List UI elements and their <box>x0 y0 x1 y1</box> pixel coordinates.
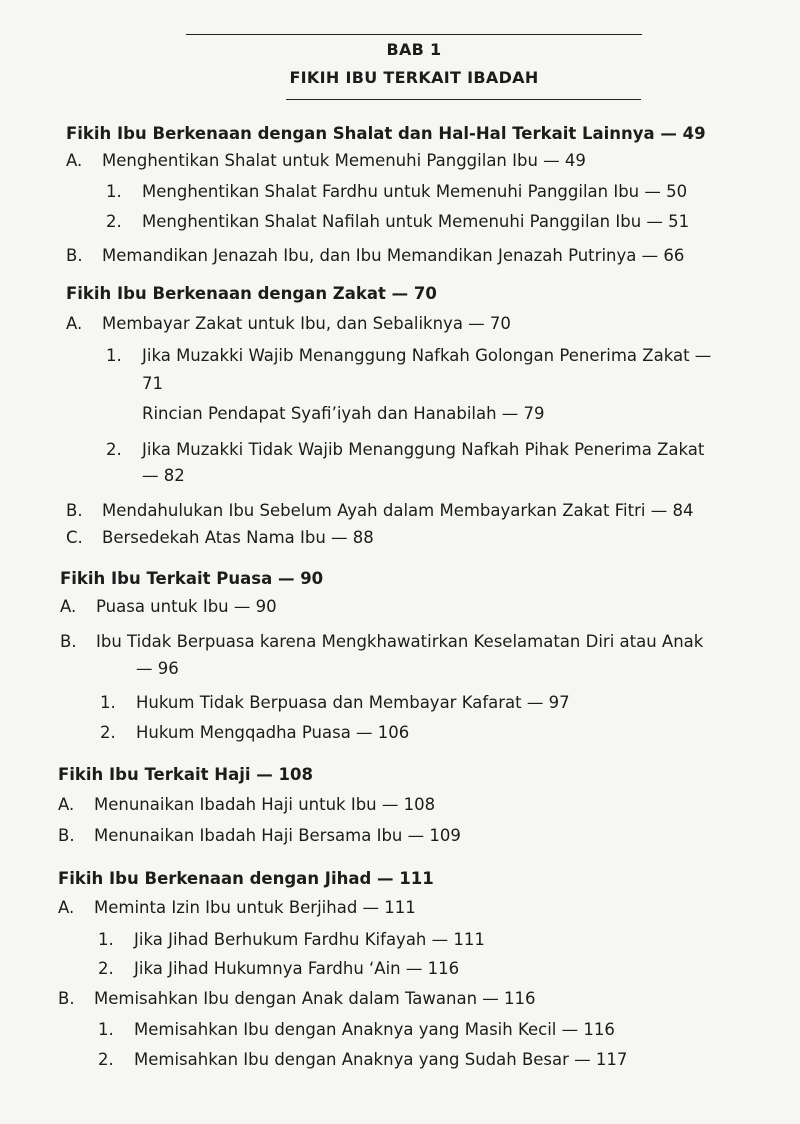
toc-entry-marker: 2. <box>98 1050 114 1069</box>
chapter-label: BAB 1 <box>386 40 442 59</box>
toc-entry-text: Menghentikan Shalat Fardhu untuk Memenuhi Panggilan Ibu — 50 <box>142 182 688 201</box>
toc-entry-text: Jika Jihad Berhukum Fardhu Kifayah — 111 <box>134 930 485 949</box>
toc-entry-marker: B. <box>66 501 83 520</box>
toc-entry-marker: 1. <box>106 346 122 365</box>
toc-entry-text: — 96 <box>136 659 179 678</box>
toc-entry-marker: A. <box>60 597 77 616</box>
toc-entry-marker: B. <box>66 246 83 265</box>
toc-entry-marker: 2. <box>100 723 116 742</box>
toc-entry-text: 71 <box>142 374 163 393</box>
toc-entry-text: Fikih Ibu Berkenaan dengan Jihad — 111 <box>58 869 434 888</box>
toc-entry-text: Menghentikan Shalat Nafilah untuk Memenuhi Panggilan Ibu — 51 <box>142 212 690 231</box>
toc-entry-text: Memisahkan Ibu dengan Anaknya yang Masih Kecil — 116 <box>134 1020 615 1039</box>
toc-entry-text: Puasa untuk Ibu — 90 <box>96 597 277 616</box>
toc-entry-marker: A. <box>66 314 83 333</box>
chapter-title: FIKIH IBU TERKAIT IBADAH <box>289 68 539 87</box>
toc-entry-marker: A. <box>58 795 75 814</box>
toc-entry-text: Memisahkan Ibu dengan Anak dalam Tawanan — 116 <box>94 989 536 1008</box>
toc-entry-text: Hukum Tidak Berpuasa dan Membayar Kafarat — 97 <box>136 693 570 712</box>
toc-entry-text: Meminta Izin Ibu untuk Berjihad — 111 <box>94 898 416 917</box>
toc-entry-text: Menghentikan Shalat untuk Memenuhi Panggilan Ibu — 49 <box>102 151 586 170</box>
toc-entry-text: Fikih Ibu Berkenaan dengan Zakat — 70 <box>66 284 437 303</box>
title-underline <box>286 99 641 100</box>
toc-entry-text: Jika Muzakki Tidak Wajib Menanggung Nafkah Pihak Penerima Zakat <box>142 440 705 459</box>
toc-entry-text: — 82 <box>142 466 185 485</box>
toc-entry-marker: C. <box>66 528 83 547</box>
toc-entry-marker: B. <box>60 632 77 651</box>
toc-entry-text: Jika Muzakki Wajib Menanggung Nafkah Golongan Penerima Zakat — <box>142 346 712 365</box>
toc-entry-text: Memisahkan Ibu dengan Anaknya yang Sudah Besar — 117 <box>134 1050 628 1069</box>
toc-entry-text: Fikih Ibu Terkait Puasa — 90 <box>60 569 324 588</box>
toc-entry-text: Menunaikan Ibadah Haji untuk Ibu — 108 <box>94 795 436 814</box>
toc-entry-marker: 2. <box>106 212 122 231</box>
toc-entry-marker: B. <box>58 826 75 845</box>
toc-entry-text: Jika Jihad Hukumnya Fardhu ‘Ain — 116 <box>134 959 460 978</box>
toc-entry-text: Memandikan Jenazah Ibu, dan Ibu Memandikan Jenazah Putrinya — 66 <box>102 246 685 265</box>
toc-entry-marker: 2. <box>106 440 122 459</box>
toc-entry-marker: 1. <box>98 1020 114 1039</box>
toc-entry-text: Fikih Ibu Berkenaan dengan Shalat dan Hal-Hal Terkait Lainnya — 49 <box>66 124 706 143</box>
toc-entry-marker: 1. <box>98 930 114 949</box>
toc-entry-text: Ibu Tidak Berpuasa karena Mengkhawatirkan Keselamatan Diri atau Anak <box>96 632 704 651</box>
toc-entry-text: Menunaikan Ibadah Haji Bersama Ibu — 109 <box>94 826 461 845</box>
toc-entry-text: Bersedekah Atas Nama Ibu — 88 <box>102 528 374 547</box>
toc-entry-text: Mendahulukan Ibu Sebelum Ayah dalam Membayarkan Zakat Fitri — 84 <box>102 501 694 520</box>
toc-entry-text: Membayar Zakat untuk Ibu, dan Sebaliknya — 70 <box>102 314 511 333</box>
toc-entry-marker: A. <box>58 898 75 917</box>
toc-entry-marker: 1. <box>106 182 122 201</box>
toc-entry-marker: 1. <box>100 693 116 712</box>
toc-entry-marker: A. <box>66 151 83 170</box>
toc-entry-text: Rincian Pendapat Syafi’iyah dan Hanabilah — 79 <box>142 404 545 423</box>
top-rule <box>186 34 642 35</box>
toc-entry-text: Hukum Mengqadha Puasa — 106 <box>136 723 410 742</box>
toc-entry-marker: B. <box>58 989 75 1008</box>
toc-entry-marker: 2. <box>98 959 114 978</box>
toc-entry-text: Fikih Ibu Terkait Haji — 108 <box>58 765 313 784</box>
